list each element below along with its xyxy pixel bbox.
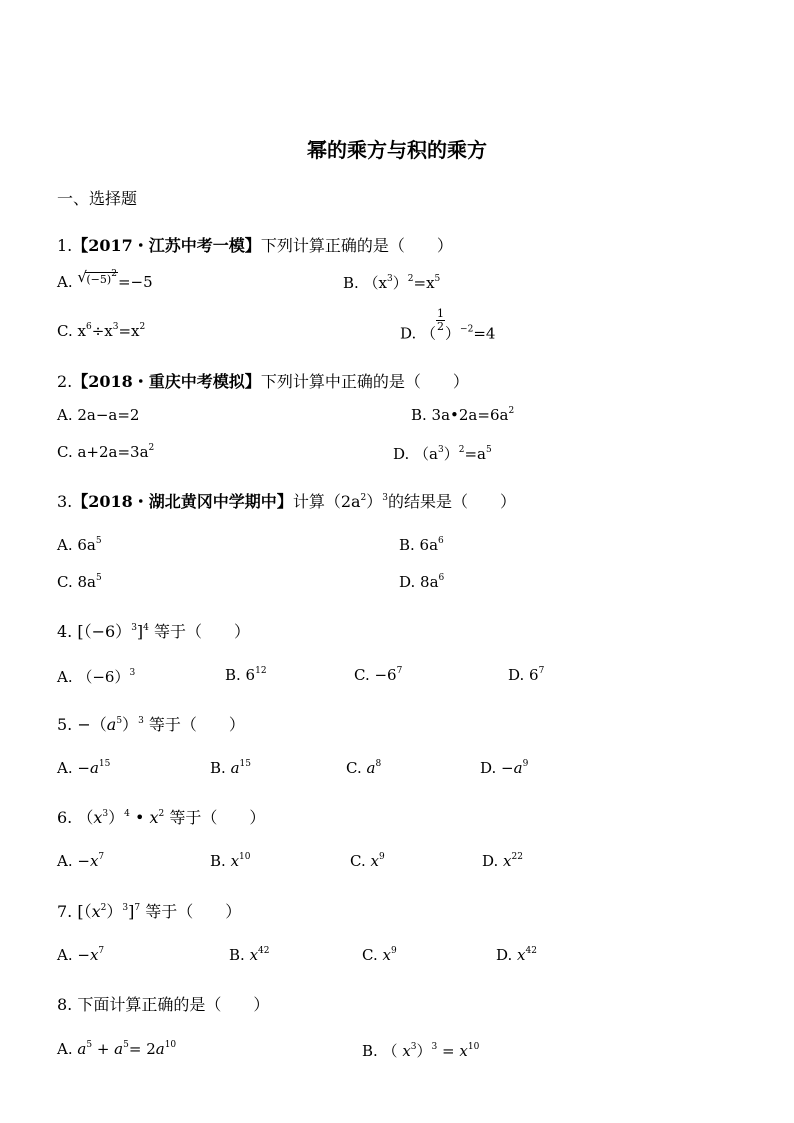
question-7: 7. $[(x^2)^3]^7$ 等于（ ） bbox=[57, 902, 242, 921]
option-b: B. $x^{42}$ bbox=[229, 946, 270, 964]
option-a: A. 2a−a=2 bbox=[57, 406, 140, 424]
option-d: D. （ $\frac{1}{2}$ ）$^{-2}$=4 bbox=[400, 307, 496, 343]
fraction: $\frac{1}{2}$ bbox=[437, 307, 445, 333]
option-c: C. $8a^5$ bbox=[57, 573, 102, 591]
option-d: D. $6^7$ bbox=[508, 666, 545, 684]
option-b: B. $6a^6$ bbox=[399, 536, 444, 554]
option-a: A. $a^5 + a^5= 2a^{10}$ bbox=[57, 1040, 177, 1058]
option-c: C. $x^9$ bbox=[350, 852, 385, 870]
option-b: B. $a^{15}$ bbox=[210, 759, 251, 777]
option-c: C. $a^8$ bbox=[346, 759, 382, 777]
option-d: D. $-a^9$ bbox=[480, 759, 529, 777]
question-3: 3.【2018・湖北黄冈中学期中】计算$(2a^2)^3$的结果是（ ） bbox=[57, 492, 517, 511]
question-number: 1. bbox=[57, 236, 73, 255]
section-heading: 一、选择题 bbox=[57, 189, 138, 208]
option-a: A. $6a^5$ bbox=[57, 536, 102, 554]
option-d: D. $8a^6$ bbox=[399, 573, 445, 591]
question-1 bbox=[57, 233, 453, 256]
option-b: B. $x^{10}$ bbox=[210, 852, 251, 870]
question-5: 5. $-(a^5)^3$ 等于（ ） bbox=[57, 715, 245, 734]
question-source: 【2017・江苏中考一模】 bbox=[72, 236, 261, 255]
option-d: D. $(a^3)^2=a^5$ bbox=[393, 445, 492, 463]
question-4: 4. $[(-6)^3]^4$ 等于（ ） bbox=[57, 622, 250, 641]
option-d: D. $x^{22}$ bbox=[482, 852, 523, 870]
option-a: A. $-a^{15}$ bbox=[57, 759, 111, 777]
question-stem: 下列计算正确的是（ ） bbox=[260, 236, 453, 255]
question-2: 2.【2018・重庆中考模拟】下列计算中正确的是（ ） bbox=[57, 372, 469, 391]
question-6: 6. $(x^3)^4$ • $x^2$ 等于（ ） bbox=[57, 808, 266, 827]
option-a: A. $-x^7$ bbox=[57, 946, 105, 964]
option-c: C. $x^9$ bbox=[362, 946, 397, 964]
option-b: B. $3a•2a=6a^2$ bbox=[411, 406, 515, 424]
page-title: 幂的乘方与积的乘方 bbox=[307, 138, 487, 162]
option-a: A. $(-6)^3$ bbox=[57, 668, 136, 686]
option-b: B. （ $x^3)^3 = x^{10}$ bbox=[362, 1042, 480, 1060]
option-a: A. √ $(-5)^2=-5$ bbox=[57, 268, 153, 291]
question-8: 8. 下面计算正确的是（ ） bbox=[57, 995, 270, 1014]
option-c: C. $a+2a=3a^2$ bbox=[57, 443, 155, 461]
option-b: B. $(x^3)^2=x^5$ bbox=[343, 274, 441, 292]
option-c: C. $x^6\div x^3=x^2$ bbox=[57, 322, 146, 340]
option-d: D. $x^{42}$ bbox=[496, 946, 537, 964]
option-a: A. $-x^7$ bbox=[57, 852, 105, 870]
sqrt-expression: √ $(-5)^2$ bbox=[77, 268, 117, 286]
option-b: B. $6^{12}$ bbox=[225, 666, 267, 684]
option-c: C. $-6^7$ bbox=[354, 666, 403, 684]
